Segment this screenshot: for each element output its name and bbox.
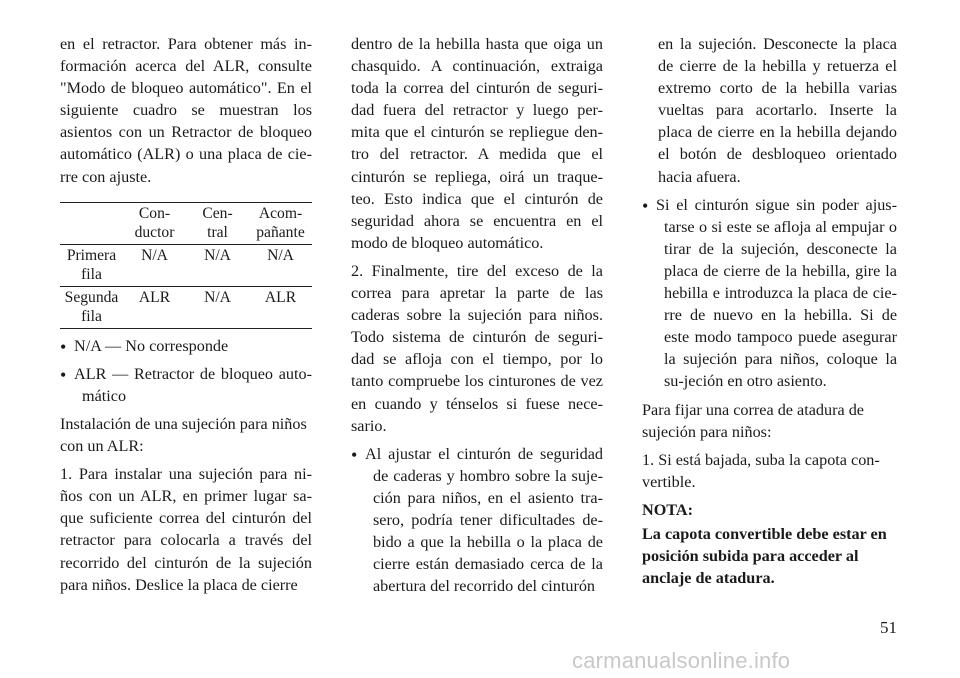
table-header-cell: Acom- pañante bbox=[249, 202, 312, 244]
watermark: carmanualsonline.info bbox=[572, 648, 791, 673]
page-number: 51 bbox=[880, 618, 897, 637]
table-row bbox=[60, 286, 312, 328]
table-cell: N/A bbox=[186, 244, 249, 286]
table-cell: ALR bbox=[123, 286, 186, 328]
column-middle bbox=[351, 33, 603, 603]
bullet-icon: • bbox=[60, 364, 67, 385]
note-label: NOTA: bbox=[642, 500, 693, 519]
bullet-text: N/A — No corresponde bbox=[74, 336, 229, 355]
table-header-cell bbox=[60, 202, 123, 244]
paragraph: en el retractor. Para obtener más in-formación acerca del ALR, consulte "Modo de bloqueo automático". En el siguiente cuadro se muestran los asientos con un Retractor de bloqueo automático (ALR) o una placa de cie-rre con ajuste. bbox=[60, 35, 312, 186]
paragraph: Para fijar una correa de atadura de sujeción para niños: bbox=[642, 400, 864, 441]
bullet-text: Si el cinturón sigue sin poder ajus-tarse o si este se afloja al empujar o tirar de la sujeción, desconecte la placa de cierre de la hebilla, gire la hebilla e introduzca la placa de cie-rre de nuevo en la hebilla. Si de este modo tampoco puede asegurar la sujeción para niños, coloque la su-jeción en otro asiento. bbox=[656, 195, 897, 391]
table-row bbox=[60, 244, 312, 286]
table-cell: ALR bbox=[249, 286, 312, 328]
table-header-cell: Cen- tral bbox=[186, 202, 249, 244]
paragraph: 1. Para instalar una sujeción para ni-ños con un ALR, en primer lugar sa-que suficiente correa del cinturón del retractor para colocarla a través del recorrido del cinturón de la sujeción para niños. Deslice la placa de cierre bbox=[60, 465, 312, 594]
seat-table bbox=[60, 202, 312, 329]
column-right bbox=[642, 33, 897, 595]
bullet-item bbox=[351, 443, 603, 598]
paragraph: dentro de la hebilla hasta que oiga un chasquido. A continuación, extraiga toda la correa del cinturón de seguri-dad fuera del retractor y luego per-mita que el cinturón se repliegue den-tro del retractor. A medida que el cinturón se repliega, oirá un traque-teo. Esto indica que el cinturón de seguridad ahora se encuentra en el modo de bloqueo automático. bbox=[351, 35, 603, 252]
bullet-continuation: en la sujeción. Desconecte la placa de cierre de la hebilla y retuerza el extremo corto de la hebilla varias vueltas para acortarlo. Inserte la placa de cierre en la hebilla dejando el botón de desbloqueo orientado hacia afuera. bbox=[658, 35, 897, 186]
row-label: Segunda fila bbox=[60, 286, 123, 328]
table-cell: N/A bbox=[123, 244, 186, 286]
paragraph: Instalación de una sujeción para niños con un ALR: bbox=[60, 414, 307, 456]
bullet-item bbox=[642, 194, 897, 393]
row-label: Primera fila bbox=[60, 244, 123, 286]
bullet-text: ALR — Retractor de bloqueo auto-mático bbox=[74, 364, 312, 405]
bullet-item bbox=[60, 335, 312, 357]
table-header-row bbox=[60, 202, 312, 244]
table-cell: N/A bbox=[249, 244, 312, 286]
bullet-item bbox=[60, 363, 312, 407]
bullet-icon: • bbox=[351, 444, 358, 465]
paragraph: 1. Si está bajada, suba la capota con-vertible. bbox=[642, 450, 880, 491]
bullet-text: Al ajustar el cinturón de seguridad de caderas y hombro sobre la suje-ción para niños, en el asiento tra-sero, podría tener dificultades de-bido a que la hebilla o la placa de cierre están demasiado cerca de la abertura del recorrido del cinturón bbox=[365, 444, 603, 596]
note-text: La capota convertible debe estar en posición subida para acceder al anclaje de atadura. bbox=[642, 524, 887, 588]
column-left bbox=[60, 33, 312, 602]
table-header-cell: Con- ductor bbox=[123, 202, 186, 244]
bullet-icon: • bbox=[60, 336, 67, 357]
table-cell: N/A bbox=[186, 286, 249, 328]
paragraph: 2. Finalmente, tire del exceso de la correa para apretar la parte de las caderas sobre la sujeción para niños. Todo sistema de cinturón de seguri-dad se afloja con el tiempo, por lo tanto compruebe los cinturones de vez en cuando y ténselos si fuese nece-sario. bbox=[351, 261, 603, 435]
bullet-icon: • bbox=[642, 195, 649, 216]
